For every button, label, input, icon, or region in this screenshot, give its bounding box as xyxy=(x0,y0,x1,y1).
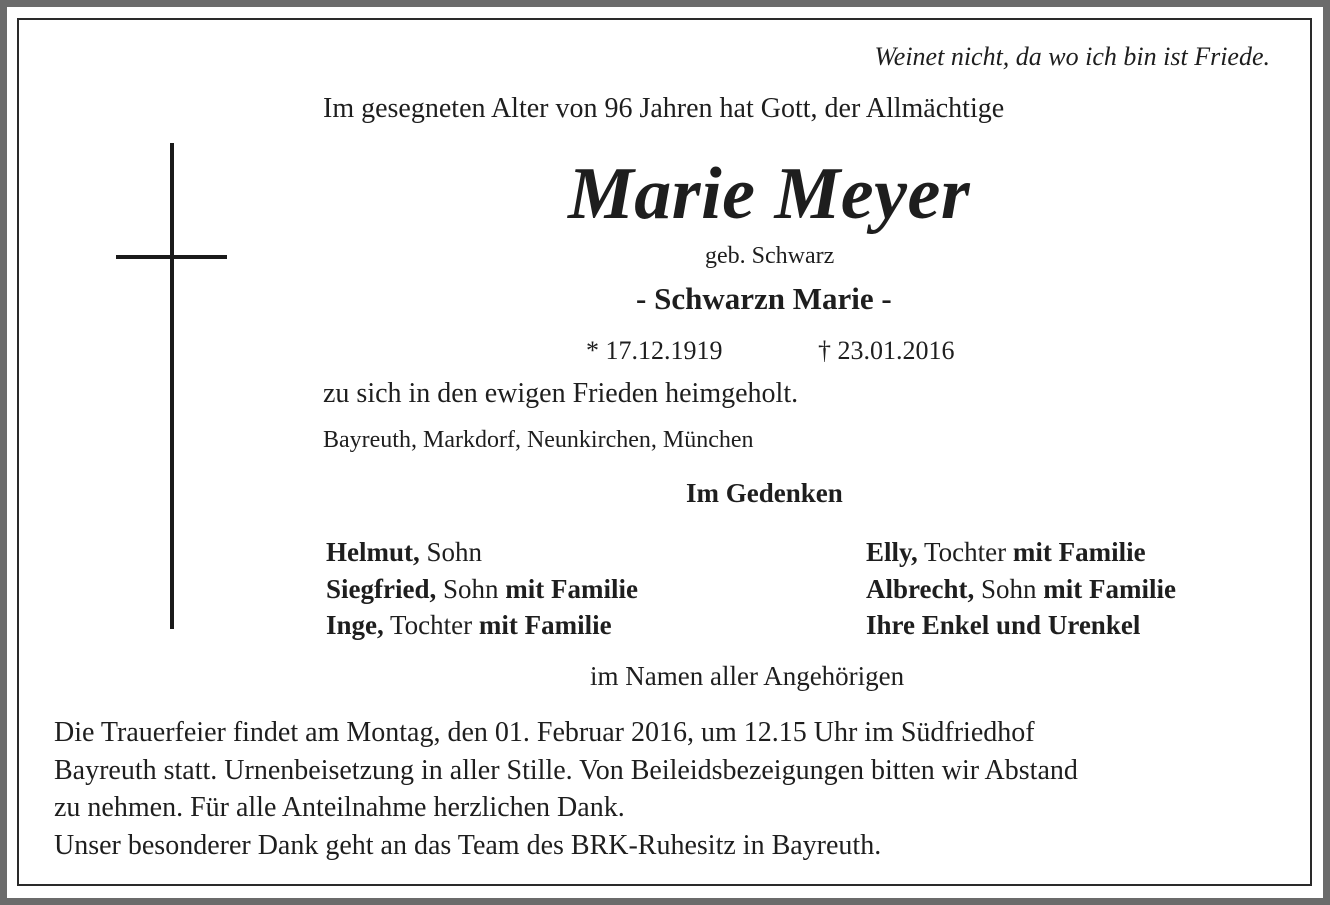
mourner-role: Sohn xyxy=(419,537,483,567)
mourners-left-column xyxy=(326,534,638,644)
mourner-suffix: mit Familie xyxy=(1043,573,1176,604)
funeral-notice-line: Die Trauerfeier findet am Montag, den 01. Februar 2016, um 12.15 Uhr im Südfriedhof xyxy=(54,717,1035,748)
mourner-entry xyxy=(326,607,638,644)
mourner-suffix: mit Familie xyxy=(1012,537,1146,567)
cross-horizontal-bar xyxy=(116,255,227,259)
mourner-name: Inge, xyxy=(326,610,384,640)
nickname: - Schwarzn Marie - xyxy=(636,281,892,316)
heimgeholt-text: zu sich in den ewigen Frieden heimgeholt. xyxy=(323,378,799,409)
cross-vertical-bar xyxy=(170,143,174,629)
mourners-right-column xyxy=(866,534,1176,644)
on-behalf-text: im Namen aller Angehörigen xyxy=(590,661,905,691)
mourner-entry xyxy=(866,607,1176,644)
places: Bayreuth, Markdorf, Neunkirchen, München xyxy=(323,427,754,453)
funeral-notice-line: Unser besonderer Dank geht an das Team des BRK-Ruhesitz in Bayreuth. xyxy=(54,829,882,861)
mourner-name: Elly, xyxy=(866,537,918,567)
mourner-role: Tochter xyxy=(383,610,479,640)
mourner-entry xyxy=(326,571,638,608)
mourner-name: Siegfried, xyxy=(326,573,437,604)
latin-cross-icon xyxy=(80,138,260,648)
birth-date: * 17.12.1919 xyxy=(586,336,723,365)
mourner-suffix: mit Familie xyxy=(505,573,638,604)
mourner-suffix: mit Familie xyxy=(478,610,612,640)
mourner-role: Sohn xyxy=(974,573,1044,604)
mourner-name: Ihre Enkel und Urenkel xyxy=(866,610,1141,640)
motto: Weinet nicht, da wo ich bin ist Friede. xyxy=(874,42,1270,71)
mourner-role: Tochter xyxy=(917,537,1013,567)
death-date: † 23.01.2016 xyxy=(818,336,955,365)
mourner-entry xyxy=(326,534,638,571)
mourner-entry xyxy=(866,571,1176,608)
mourner-name: Helmut, xyxy=(326,537,420,567)
mourner-role: Sohn xyxy=(436,573,506,604)
mourner-entry xyxy=(866,534,1176,571)
intro-text: Im gesegneten Alter von 96 Jahren hat Gott, der Allmächtige xyxy=(323,93,1005,124)
mourner-name: Albrecht, xyxy=(866,573,975,604)
deceased-name: Marie Meyer xyxy=(568,153,971,235)
funeral-notice-line: Bayreuth statt. Urnenbeisetzung in aller Stille. Von Beileidsbezeigungen bitten wir Abstand xyxy=(54,754,1078,786)
funeral-notice-line: zu nehmen. Für alle Anteilnahme herzlichen Dank. xyxy=(54,792,625,823)
gedenken-heading: Im Gedenken xyxy=(686,478,843,508)
birth-name: geb. Schwarz xyxy=(705,243,835,269)
funeral-notice xyxy=(54,714,1078,864)
